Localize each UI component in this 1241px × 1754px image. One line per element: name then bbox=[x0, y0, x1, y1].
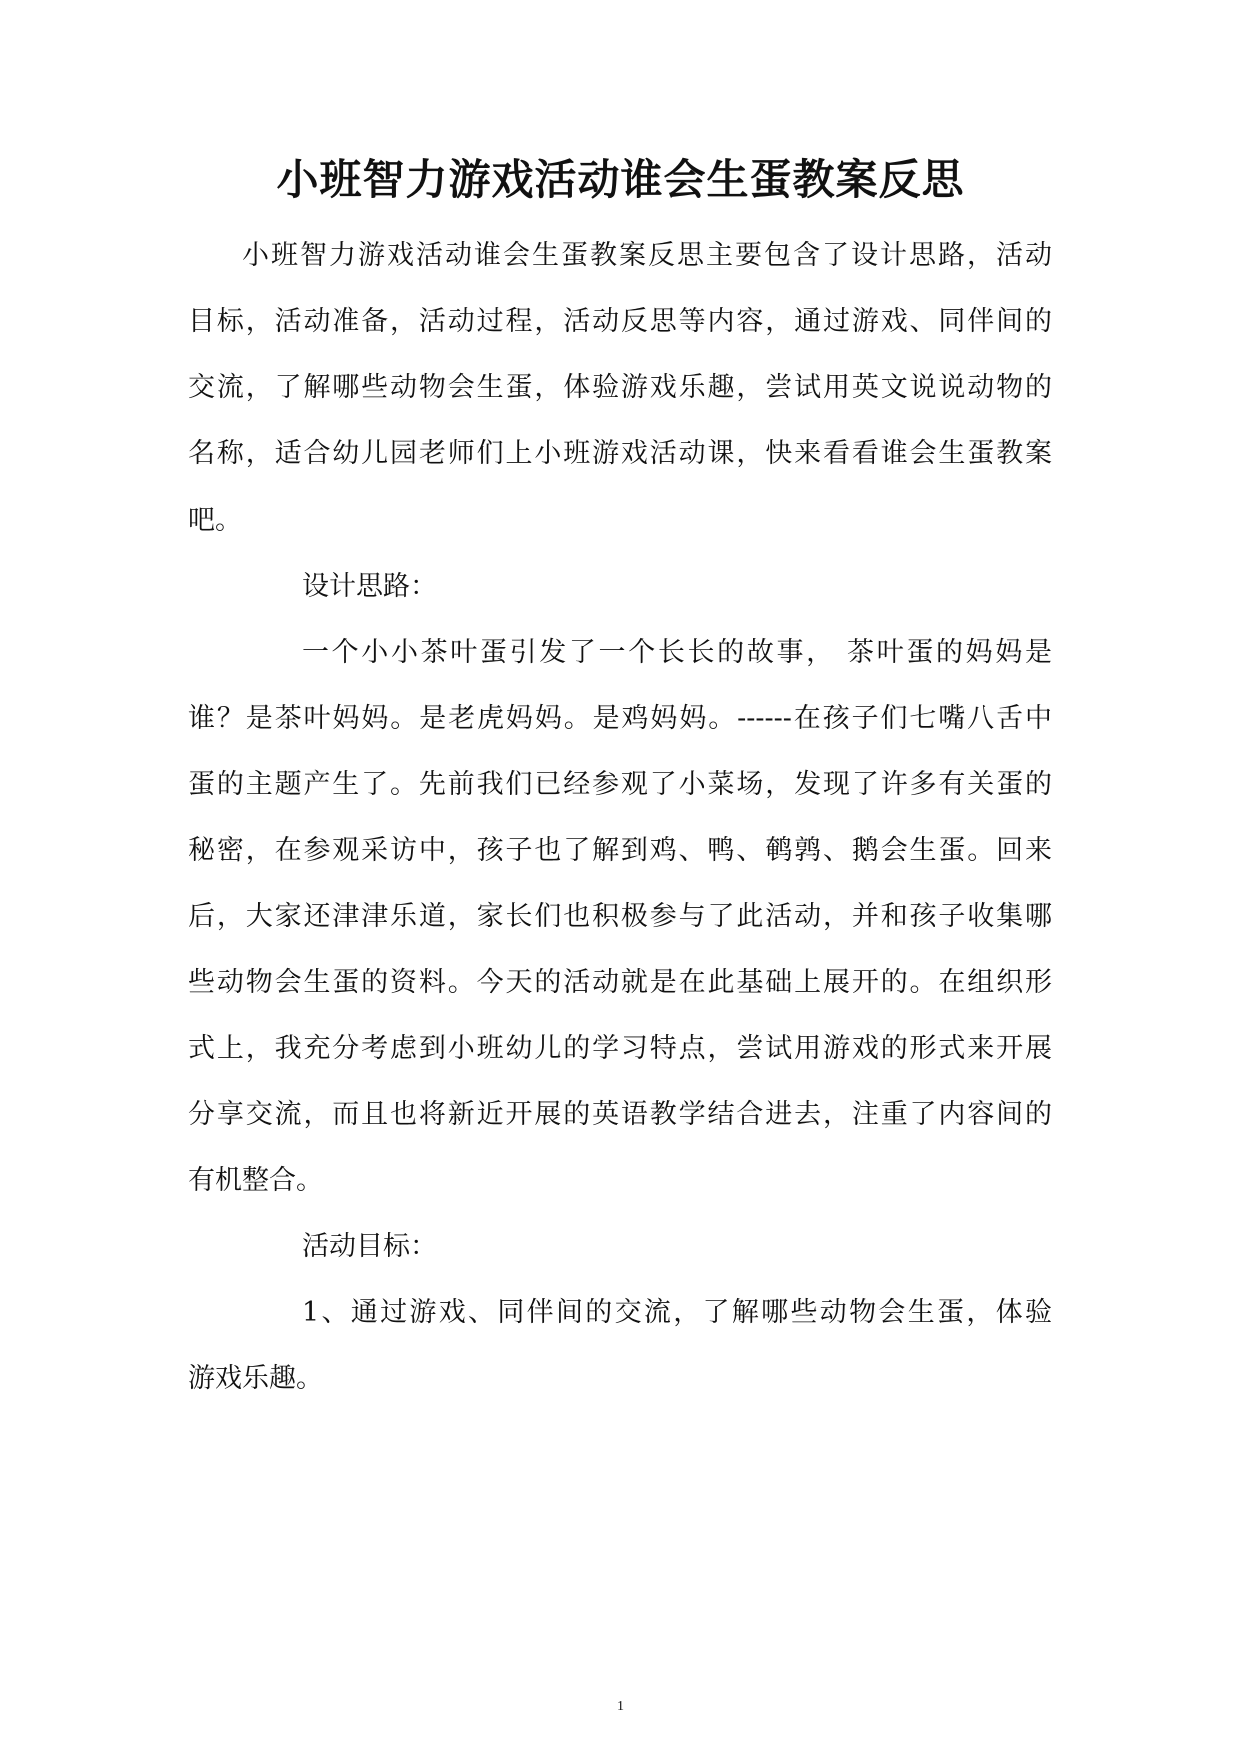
design-heading: 设计思路： bbox=[302, 571, 437, 602]
design-line-7: 式上，我充分考虑到小班幼儿的学习特点，尝试用游戏的形式来开展 bbox=[188, 1033, 1052, 1064]
design-line-6: 些动物会生蛋的资料。今天的活动就是在此基础上展开的。在组织形 bbox=[188, 967, 1052, 998]
intro-line-5: 吧。 bbox=[188, 505, 242, 536]
goals-heading: 活动目标： bbox=[302, 1231, 437, 1262]
design-line-5: 后，大家还津津乐道，家长们也积极参与了此活动，并和孩子收集哪 bbox=[188, 901, 1052, 932]
page-number: 1 bbox=[617, 1699, 624, 1714]
intro-line-1: 小班智力游戏活动谁会生蛋教案反思主要包含了设计思路，活动 bbox=[242, 240, 1052, 271]
intro-line-3: 交流，了解哪些动物会生蛋，体验游戏乐趣，尝试用英文说说动物的 bbox=[188, 372, 1052, 403]
design-line-8: 分享交流，而且也将新近开展的英语教学结合进去，注重了内容间的 bbox=[188, 1099, 1052, 1130]
design-line-3: 蛋的主题产生了。先前我们已经参观了小菜场，发现了许多有关蛋的 bbox=[188, 769, 1052, 800]
document-title: 小班智力游戏活动谁会生蛋教案反思 bbox=[276, 155, 965, 204]
intro-line-2: 目标，活动准备，活动过程，活动反思等内容，通过游戏、同伴间的 bbox=[188, 306, 1052, 337]
design-line-9: 有机整合。 bbox=[188, 1165, 323, 1196]
goal-1-line-2: 游戏乐趣。 bbox=[188, 1363, 323, 1394]
goal-1-line-1: 1、通过游戏、同伴间的交流，了解哪些动物会生蛋，体验 bbox=[302, 1297, 1052, 1328]
design-line-1: 一个小小茶叶蛋引发了一个长长的故事， 茶叶蛋的妈妈是 bbox=[302, 637, 1052, 668]
intro-line-4: 名称，适合幼儿园老师们上小班游戏活动课，快来看看谁会生蛋教案 bbox=[188, 438, 1052, 469]
design-line-2: 谁？是茶叶妈妈。是老虎妈妈。是鸡妈妈。------在孩子们七嘴八舌中 bbox=[188, 703, 1052, 734]
design-line-4: 秘密，在参观采访中，孩子也了解到鸡、鸭、鹌鹑、鹅会生蛋。回来 bbox=[188, 835, 1052, 866]
